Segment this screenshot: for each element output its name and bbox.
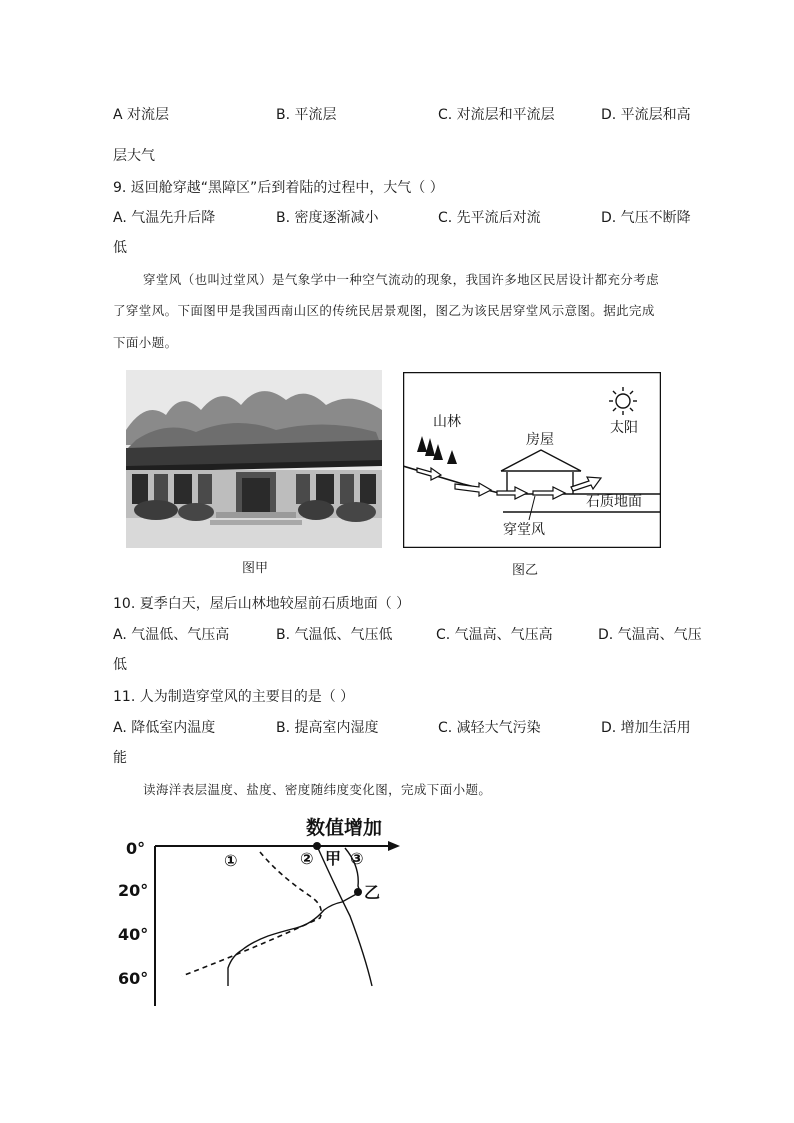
q8-option-wrap: 层大气: [113, 148, 155, 164]
intro-paragraph-line-1: 穿堂风（也叫过堂风）是气象学中一种空气流动的现象，我国许多地区民居设计都充分考虑: [143, 272, 660, 287]
ocean-chart: [110, 806, 410, 1006]
y-tick-0: 0°: [126, 839, 146, 858]
q8-option-b: B. 平流层: [276, 107, 337, 123]
q9-option-wrap: 低: [113, 240, 127, 256]
q10-option-wrap: 低: [113, 657, 127, 673]
q9-option-d: D. 气压不断降: [601, 210, 691, 226]
q9-option-b: B. 密度逐渐减小: [276, 210, 379, 226]
figure-jia-photo: [126, 370, 382, 548]
q8-option-c: C. 对流层和平流层: [438, 107, 555, 123]
house-label: 房屋: [526, 432, 554, 448]
label-point-jia: 甲: [325, 849, 342, 868]
q11-option-wrap: 能: [113, 750, 127, 766]
ocean-chart-svg: [110, 806, 410, 1006]
q11-stem: 11. 人为制造穿堂风的主要目的是（ ）: [113, 689, 355, 705]
q11-option-a: A. 降低室内温度: [113, 720, 216, 736]
y-tick-40: 40°: [118, 925, 149, 944]
q11-option-c: C. 减轻大气污染: [438, 720, 541, 736]
label-point-yi: 乙: [364, 883, 381, 902]
label-curve-2: ②: [300, 849, 314, 868]
q10-stem: 10. 夏季白天，屋后山林地较屋前石质地面（ ）: [113, 596, 411, 612]
q8-option-d: D. 平流层和高: [601, 107, 691, 123]
q10-option-b: B. 气温低、气压低: [276, 627, 393, 643]
q11-option-d: D. 增加生活用: [601, 720, 691, 736]
label-curve-3: ③: [350, 849, 364, 868]
wind-label: 穿堂风: [503, 522, 545, 538]
q9-option-a: A. 气温先升后降: [113, 210, 216, 226]
figure-yi-caption: 图乙: [512, 563, 539, 578]
q11-option-b: B. 提高室内湿度: [276, 720, 379, 736]
label-curve-1: ①: [224, 851, 238, 870]
q10-option-d: D. 气温高、气压: [598, 627, 702, 643]
q9-option-c: C. 先平流后对流: [438, 210, 541, 226]
intro-ocean-text: 读海洋表层温度、盐度、密度随纬度变化图，完成下面小题。: [143, 782, 492, 797]
intro-paragraph-line-3: 下面小题。: [113, 335, 178, 350]
curve-1: [182, 852, 321, 976]
sun-label: 太阳: [610, 420, 638, 436]
forest-label: 山林: [433, 414, 461, 430]
q10-option-a: A. 气温低、气压高: [113, 627, 230, 643]
curve-3: [228, 848, 360, 986]
ground-label: 石质地面: [586, 494, 642, 510]
q9-stem: 9. 返回舱穿越“黑障区”后到着陆的过程中，大气（ ）: [113, 180, 444, 196]
axis-title: 数值增加: [306, 817, 383, 839]
intro-paragraph-line-2: 了穿堂风。下面图甲是我国西南山区的传统民居景观图，图乙为该民居穿堂风示意图。据此完成: [113, 303, 655, 318]
y-tick-20: 20°: [118, 881, 149, 900]
figure-yi-diagram: [403, 372, 661, 548]
q8-option-a: A 对流层: [113, 107, 170, 123]
figure-jia-caption: 图甲: [242, 561, 269, 576]
figure-yi-svg: [403, 372, 661, 548]
q10-option-c: C. 气温高、气压高: [436, 627, 553, 643]
y-tick-60: 60°: [118, 969, 149, 988]
